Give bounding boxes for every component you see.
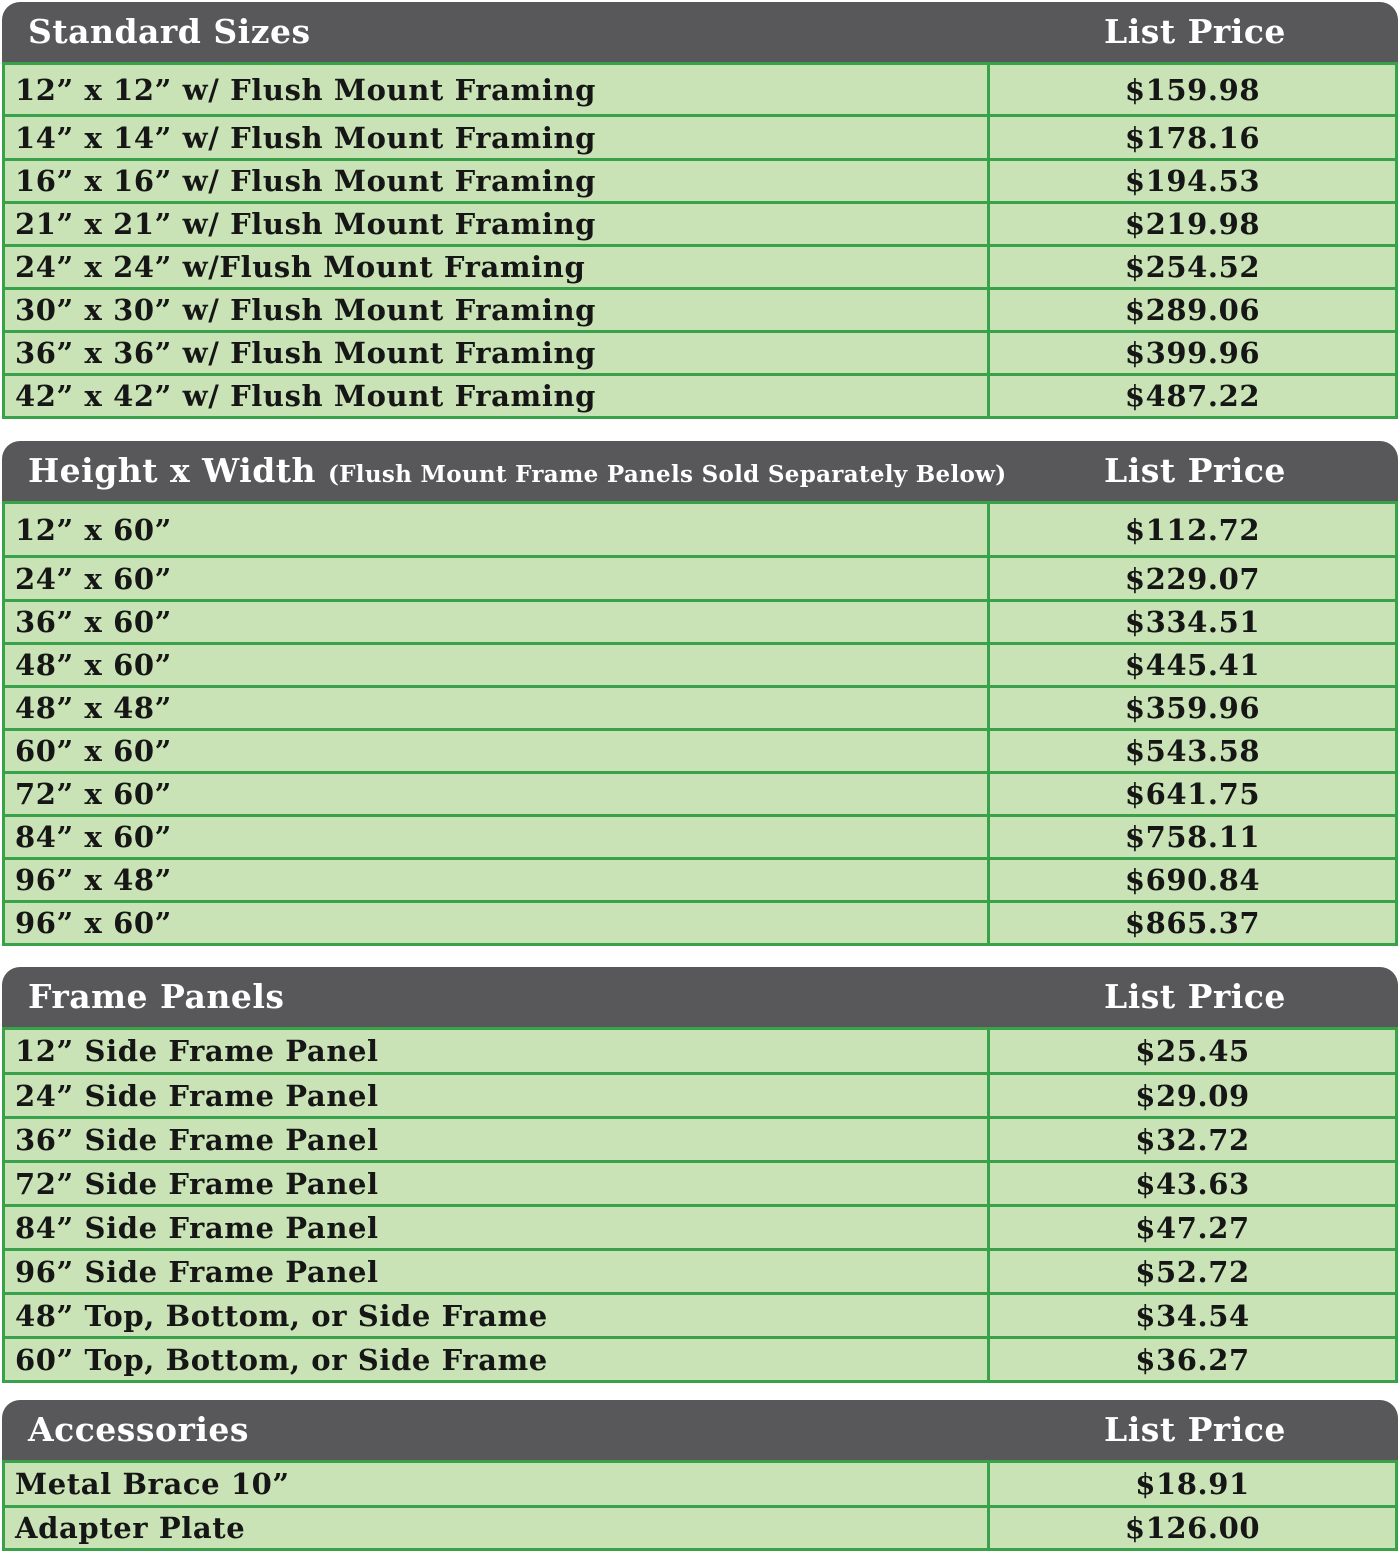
item-cell: 12” x 12” w/ Flush Mount Framing [5,65,990,114]
item-cell: 84” x 60” [5,817,990,857]
section-title: Frame Panels [28,977,285,1016]
item-cell: 72” Side Frame Panel [5,1163,990,1204]
table-row [5,555,1395,599]
price-cell: $865.37 [1124,906,1261,940]
table-row [5,373,1395,416]
price-column-header: List Price [1104,1410,1286,1449]
price-table [2,62,1398,419]
accessories-section [2,1400,1398,1551]
price-cell: $112.72 [1124,512,1261,547]
item-cell: 96” x 48” [5,860,990,900]
section-title: Standard Sizes [28,12,311,51]
price-cell: $36.27 [1135,1342,1250,1377]
price-cell: $445.41 [1124,648,1261,682]
table-row [5,1160,1395,1204]
table-row [5,287,1395,330]
item-cell: 24” Side Frame Panel [5,1075,990,1116]
section-title-main: Height x Width [28,451,316,490]
table-row [5,244,1395,287]
table-row [5,814,1395,857]
table-row [5,771,1395,814]
item-cell: 30” x 30” w/ Flush Mount Framing [5,290,990,330]
price-cell: $399.96 [1124,336,1261,370]
price-cell: $34.54 [1135,1298,1250,1333]
price-column-header: List Price [1104,12,1286,51]
item-cell: 48” x 48” [5,688,990,728]
price-cell: $43.63 [1135,1166,1250,1201]
table-row [5,1116,1395,1160]
item-cell: 72” x 60” [5,774,990,814]
table-row [5,1072,1395,1116]
price-cell: $52.72 [1135,1254,1250,1289]
price-table [2,1027,1398,1383]
price-column-header: List Price [1104,977,1286,1016]
item-cell: 21” x 21” w/ Flush Mount Framing [5,204,990,244]
price-cell: $289.06 [1124,293,1261,327]
table-row [5,65,1395,114]
item-cell: 42” x 42” w/ Flush Mount Framing [5,376,990,416]
price-cell: $254.52 [1124,250,1261,284]
price-cell: $159.98 [1124,72,1261,107]
price-column-header: List Price [1104,451,1286,490]
table-row [5,1204,1395,1248]
item-cell: 12” Side Frame Panel [5,1030,990,1072]
price-cell: $690.84 [1124,863,1261,897]
item-cell: 12” x 60” [5,504,990,555]
price-cell: $32.72 [1135,1122,1250,1157]
table-row [5,728,1395,771]
section-subtitle: (Flush Mount Frame Panels Sold Separately Below) [328,461,1007,488]
table-row [5,330,1395,373]
table-row [5,1463,1395,1505]
section-header [2,441,1398,501]
item-cell: 84” Side Frame Panel [5,1207,990,1248]
price-cell: $487.22 [1124,379,1261,413]
section-header [2,2,1398,62]
item-cell: 16” x 16” w/ Flush Mount Framing [5,161,990,201]
table-row [5,1336,1395,1380]
table-row [5,900,1395,943]
price-cell: $758.11 [1124,820,1261,854]
price-cell: $334.51 [1124,605,1261,639]
price-cell: $178.16 [1124,120,1261,155]
section-header [2,967,1398,1027]
item-cell: 60” Top, Bottom, or Side Frame [5,1339,990,1380]
price-cell: $18.91 [1135,1467,1250,1501]
price-table [2,501,1398,946]
table-row [5,114,1395,158]
frame-panels-section [2,967,1398,1383]
table-row [5,599,1395,642]
price-cell: $543.58 [1124,734,1261,768]
item-cell: Adapter Plate [5,1508,990,1548]
item-cell: 48” x 60” [5,645,990,685]
section-header [2,1400,1398,1460]
table-row [5,504,1395,555]
item-cell: Metal Brace 10” [5,1463,990,1505]
item-cell: 60” x 60” [5,731,990,771]
price-cell: $219.98 [1124,207,1261,241]
table-row [5,857,1395,900]
item-cell: 36” Side Frame Panel [5,1119,990,1160]
item-cell: 24” x 24” w/Flush Mount Framing [5,247,990,287]
price-cell: $47.27 [1135,1210,1250,1245]
price-cell: $194.53 [1124,164,1261,198]
price-table [2,1460,1398,1551]
item-cell: 96” x 60” [5,903,990,943]
table-row [5,1248,1395,1292]
section-title: Accessories [28,1410,249,1449]
price-cell: $641.75 [1124,777,1261,811]
price-cell: $29.09 [1135,1078,1250,1113]
table-row [5,201,1395,244]
table-row [5,1030,1395,1072]
price-cell: $229.07 [1124,561,1261,596]
section-title [28,451,1006,490]
item-cell: 36” x 60” [5,602,990,642]
item-cell: 96” Side Frame Panel [5,1251,990,1292]
price-cell: $126.00 [1124,1511,1261,1545]
item-cell: 24” x 60” [5,558,990,599]
item-cell: 36” x 36” w/ Flush Mount Framing [5,333,990,373]
price-cell: $25.45 [1135,1034,1250,1068]
table-row [5,1292,1395,1336]
item-cell: 48” Top, Bottom, or Side Frame [5,1295,990,1336]
standard-sizes-section [2,2,1398,419]
height-width-section [2,441,1398,946]
price-cell: $359.96 [1124,691,1261,725]
table-row [5,158,1395,201]
item-cell: 14” x 14” w/ Flush Mount Framing [5,117,990,158]
table-row [5,642,1395,685]
table-row [5,1505,1395,1548]
table-row [5,685,1395,728]
